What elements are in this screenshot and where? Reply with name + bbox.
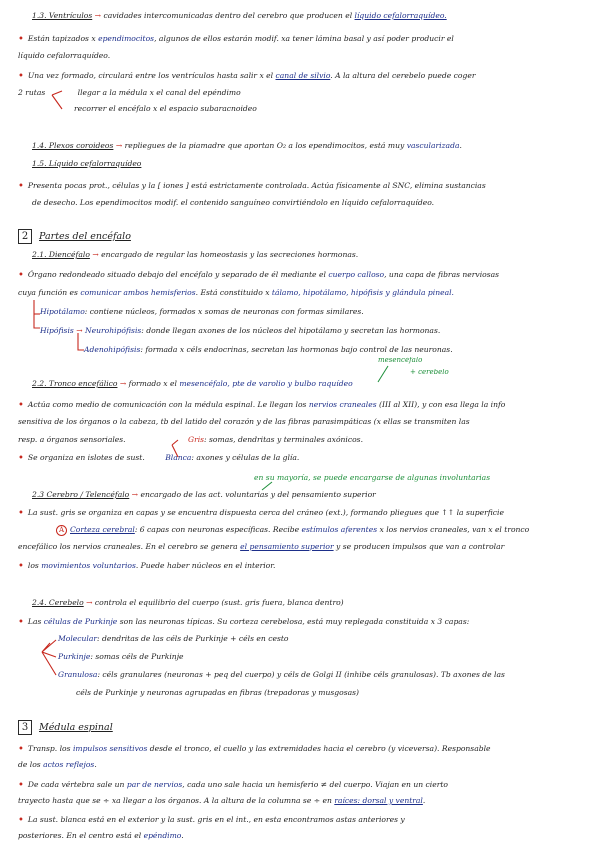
text-line: [18, 761, 586, 769]
text-span: y se producen impulsos que van a controlar: [336, 543, 505, 551]
text-line: [18, 418, 586, 426]
circled-marker: A: [56, 525, 67, 536]
highlight-term: vascularizada: [406, 142, 460, 150]
section-number-box: 2: [18, 229, 32, 244]
text-line: [18, 744, 586, 754]
granulosa-line: [18, 671, 586, 679]
arrow-icon: →: [119, 380, 127, 388]
section-1-5-heading: [18, 160, 586, 168]
text-span: : somas, dendritas y terminales axónicos.: [204, 436, 363, 444]
bullet-icon: •: [18, 34, 24, 44]
text-span: Están tapizados x: [27, 34, 96, 43]
definition-text: cavidades intercomunicadas dentro del cerebro que producen el: [103, 12, 353, 20]
rutas-line: [18, 89, 586, 97]
definition-text: formado x el: [128, 380, 177, 388]
text-span: , una capa de fibras nerviosas: [384, 270, 500, 279]
text-line: [18, 797, 586, 805]
highlight-term: tálamo, hipotálamo, hipófisis y glándula pineal.: [271, 289, 454, 297]
molecular-line: [18, 635, 586, 643]
text-line: [18, 832, 586, 840]
arrow-icon: →: [76, 327, 83, 335]
text-span: La sust. blanca está en el exterior y la sust. gris en el int., en esta encontramos astas anteriores y: [27, 815, 405, 824]
hipotalamo-line: [18, 308, 586, 316]
section-title: 2.2. Tronco encefálico: [32, 380, 118, 388]
text-line: [18, 689, 586, 697]
text-line: [18, 561, 586, 571]
text-span: . Está constituido x: [195, 289, 270, 297]
purkinje-line: [18, 653, 586, 661]
text-line: [18, 181, 586, 191]
highlight-term: actos reflejos: [43, 761, 95, 769]
highlight-term: canal de silvio: [275, 71, 331, 80]
bullet-icon: •: [18, 453, 24, 463]
bullet-icon: •: [18, 561, 24, 571]
text-line: [18, 780, 586, 790]
bullet-icon: •: [18, 400, 24, 410]
highlight-term: cuerpo calloso: [328, 270, 385, 279]
highlight-term: comunicar ambos hemisferios: [80, 289, 196, 297]
text-span: sensitiva de los órganos o la cabeza, tb del latido del corazón y de las fibras parasimpáticas (x ellas se transmiten las: [18, 418, 470, 426]
text-span: .: [459, 142, 462, 150]
text-span: . Puede haber núcleos en el interior.: [135, 561, 276, 570]
section-title: 1.5. Líquido cefalorraquídeo: [32, 160, 142, 168]
term-label: Neurohipófisis: [85, 327, 142, 335]
rutas-label: 2 rutas: [18, 89, 46, 97]
section-title: 2.1. Diencéfalo: [32, 251, 90, 259]
text-span: .: [422, 797, 426, 805]
text-line: [18, 270, 586, 280]
text-line: [18, 289, 586, 297]
text-span: . A la altura del cerebelo puede coger: [330, 71, 476, 80]
text-span: son las neuronas típicas. Su corteza cerebelosa, está muy replegada constituida x 3 capas:: [119, 617, 470, 626]
text-span: los: [27, 561, 39, 570]
highlight-term: nervios craneales: [308, 400, 377, 409]
arrow-icon: →: [94, 12, 102, 20]
text-span: Transp. los: [27, 744, 71, 753]
bullet-icon: •: [18, 508, 24, 518]
text-line: [18, 815, 586, 825]
term-label: Hipotálamo: [40, 308, 85, 316]
bullet-icon: •: [18, 617, 24, 627]
text-span: , cada uno sale hacia un hemisferio ≠ del cuerpo. Viajan en un cierto: [182, 780, 448, 789]
text-span: : contiene núcleos, formados x somas de neuronas con formas similares.: [84, 308, 364, 316]
highlight-term: epéndimo: [143, 832, 182, 840]
text-span: x los nervios craneales, van x el tronco: [379, 525, 530, 534]
section-title: 1.3. Ventrículos: [32, 12, 93, 20]
section-2-header: [18, 229, 586, 244]
text-span: : 6 capas con neuronas específicas. Recibe: [134, 525, 300, 534]
highlight-term: mesencéfalo, pte de varolio y bulbo raquídeo: [179, 380, 353, 388]
text-line: [18, 436, 586, 444]
bullet-icon: •: [18, 815, 24, 825]
text-span: : donde llegan axones de los núcleos del hipotálamo y secretan las hormonas.: [141, 327, 441, 335]
term-label: Corteza cerebral: [70, 525, 135, 534]
text-line: [18, 400, 586, 410]
text-span: : formada x céls endocrinas, secretan las hormonas bajo control de las neuronas.: [140, 346, 453, 354]
text-span: Presenta pocas prot., células y la [ iones ] está estrictamente controlada. Actúa físicamente al SNC, elimina sustancias: [27, 181, 486, 190]
text-span: posteriores. En el centro está el: [18, 832, 142, 840]
text-span: .: [94, 761, 97, 769]
definition-text: controla el equilibrio del cuerpo (sust. gris fuera, blanca dentro): [94, 599, 344, 607]
highlight-term: células de Purkinje: [43, 617, 118, 626]
text-span: Una vez formado, circulará entre los ventrículos hasta salir x el: [27, 71, 274, 80]
rutas-line-2: [18, 105, 586, 113]
highlight-term: par de nervios: [126, 780, 183, 789]
highlight-term: raíces: dorsal y ventral: [334, 797, 423, 805]
section-title: Médula espinal: [39, 722, 113, 733]
margin-note: [410, 369, 586, 376]
text-line: [18, 453, 586, 463]
arrow-icon: →: [115, 142, 123, 150]
section-2-1-heading: [18, 251, 586, 259]
section-title: 2.3 Cerebro / Telencéfalo: [32, 491, 130, 499]
section-1-4-heading: [18, 142, 586, 150]
term-label: Hipófisis: [40, 327, 74, 335]
section-number-box: 3: [18, 720, 32, 735]
note-text: mesencéfalo: [378, 357, 423, 364]
text-span: : axones y células de la glía.: [191, 453, 300, 462]
text-span: , algunos de ellos estarán modif. xa tener lámina basal y así poder producir el: [154, 34, 454, 43]
text-line: [18, 199, 586, 207]
text-span: Se organiza en islotes de sust.: [27, 453, 145, 462]
hipofisis-line: [18, 327, 586, 335]
text-span: desde el tronco, el cuello y las extremidades hacia el cerebro (y viceversa). Responsable: [149, 744, 491, 753]
term-label: Purkinje: [58, 653, 91, 661]
section-1-3-heading: [18, 12, 586, 20]
text-span: La sust. gris se organiza en capas y se encuentra dispuesta cerca del cráneo (ext.), formando pliegues que ↑↑ la superficie: [27, 508, 504, 517]
corteza-line: [18, 525, 586, 536]
text-span: .: [181, 832, 184, 840]
ruta-1: llegar a la médula x el canal del epéndimo: [77, 89, 241, 97]
highlight-term: estímulos aferentes: [301, 525, 378, 534]
section-2-2-heading: [18, 380, 586, 388]
text-span: céls de Purkinje y neuronas agrupadas en fibras (trepadoras y musgosas): [76, 689, 360, 697]
definition-text: encargado de regular las homeostasis y las secreciones hormonas.: [101, 251, 359, 259]
section-3-header: [18, 720, 586, 735]
note-text: en su mayoría, se puede encargarse de algunas involuntarias: [254, 474, 491, 482]
text-span: De cada vértebra sale un: [27, 780, 125, 789]
margin-note: [254, 474, 586, 482]
ruta-2: recorrer el encéfalo x el espacio subaracnoideo: [74, 105, 257, 113]
text-span: encefálico los nervios craneales. En el cerebro se genera: [18, 543, 238, 551]
text-span: Actúa como medio de comunicación con la médula espinal. Le llegan los: [27, 400, 307, 409]
text-line: [18, 71, 586, 81]
section-2-3-heading: [18, 491, 586, 499]
highlight-term: líquido cefalorraquídeo.: [354, 12, 447, 20]
margin-note: [378, 357, 586, 364]
section-title: Partes del encéfalo: [39, 231, 131, 242]
text-line: [18, 543, 586, 551]
text-span: de los: [18, 761, 41, 769]
bullet-icon: •: [18, 270, 24, 280]
text-span: de desecho. Los ependimocitos modif. el contenido sanguíneo convirtiéndolo en líquido cefalorraquídeo.: [32, 199, 435, 207]
adenohipofisis-line: [18, 346, 586, 354]
text-span: (III al XII), y con esa llega la info: [379, 400, 506, 409]
highlight-term: impulsos sensitivos: [72, 744, 148, 753]
definition-text: encargado de las act. voluntarias y del pensamiento superior: [140, 491, 376, 499]
text-span: trayecto hasta que se ÷ xa llegar a los órganos. A la altura de la columna se ÷ en: [18, 797, 332, 805]
arrow-icon: →: [86, 599, 93, 607]
term-label: Molecular: [58, 635, 97, 643]
arrow-icon: →: [92, 251, 99, 259]
text-span: : somas céls de Purkinje: [90, 653, 184, 661]
text-span: : dendritas de las céls de Purkinje + céls en cesto: [97, 635, 289, 643]
highlight-term: ependimocitos: [98, 34, 155, 43]
bullet-icon: •: [18, 181, 24, 191]
text-line: [18, 617, 586, 627]
section-title: 2.4. Cerebelo: [32, 599, 84, 607]
text-span: cuya función es: [18, 289, 78, 297]
highlight-term: movimientos voluntarios: [41, 561, 136, 570]
text-line: [18, 508, 586, 518]
text-span: resp. a órganos sensoriales.: [18, 436, 126, 444]
term-label: Blanca: [165, 453, 192, 462]
text-line: [18, 34, 586, 44]
text-span: Órgano redondeado situado debajo del encéfalo y separado de él mediante el: [27, 270, 326, 279]
term-label: Adenohipófisis: [84, 346, 141, 354]
note-arrow-icon: [262, 482, 272, 490]
text-span: líquido cefalorraquídeo.: [18, 52, 111, 60]
highlight-term: el pensamiento superior: [240, 543, 334, 551]
arrow-icon: →: [131, 491, 139, 499]
term-label: Gris: [188, 436, 205, 444]
term-label: Granulosa: [58, 671, 98, 679]
bullet-icon: •: [18, 71, 24, 81]
definition-text: repliegues de la piamadre que aportan O₂ a los ependimocitos, está muy: [124, 142, 405, 150]
text-line: [18, 52, 586, 60]
bullet-icon: •: [18, 744, 24, 754]
section-title: 1.4. Plexos coroideos: [32, 142, 114, 150]
note-text: + cerebelo: [410, 369, 449, 376]
section-2-4-heading: [18, 599, 586, 607]
text-span: Las: [27, 617, 42, 626]
text-span: : céls granulares (neuronas + peq del cuerpo) y céls de Golgi II (inhibe céls granulosas). Tb axones de las: [97, 671, 505, 679]
bullet-icon: •: [18, 780, 24, 790]
